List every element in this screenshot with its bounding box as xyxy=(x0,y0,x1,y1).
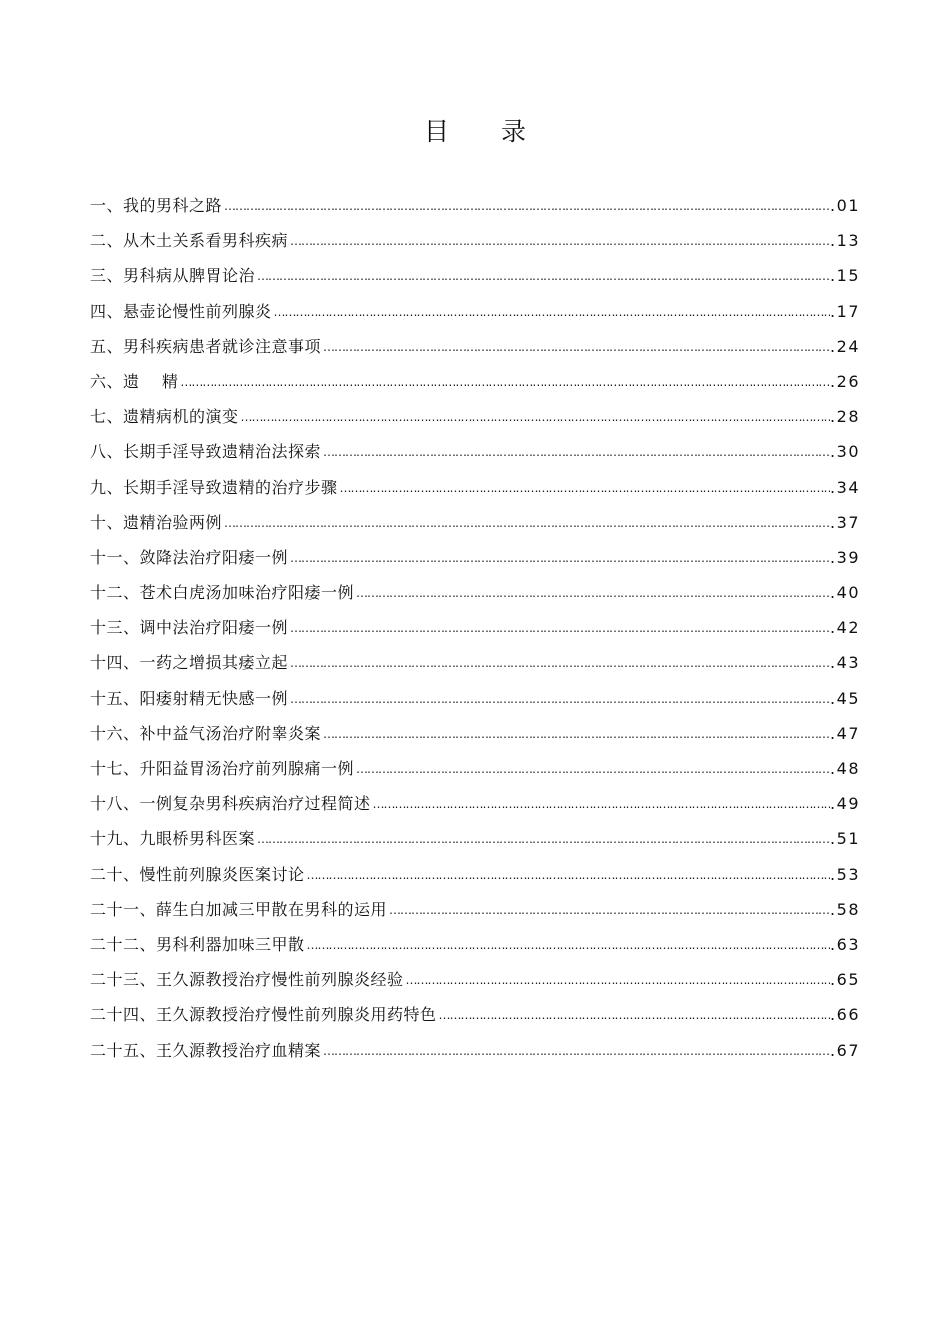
toc-entry-title: 十九、九眼桥男科医案 xyxy=(90,829,256,849)
dot-leader xyxy=(290,645,830,680)
toc-entry-page: .40 xyxy=(830,583,860,603)
toc-entry[interactable] xyxy=(90,188,860,223)
dot-leader xyxy=(389,892,830,927)
toc-entry-page: .24 xyxy=(830,336,860,356)
toc-entry[interactable] xyxy=(90,786,860,821)
dot-leader xyxy=(323,1033,830,1068)
toc-entry-title: 十五、阳痿射精无快感一例 xyxy=(90,688,289,708)
dot-leader xyxy=(439,997,831,1032)
dot-leader xyxy=(290,610,830,645)
toc-entry[interactable] xyxy=(90,751,860,786)
dot-leader xyxy=(290,681,830,716)
toc-entry-title: 二、从木土关系看男科疾病 xyxy=(90,231,289,251)
toc-entry-title: 十一、敛降法治疗阳痿一例 xyxy=(90,547,289,567)
dot-leader xyxy=(257,258,830,293)
toc-entry[interactable] xyxy=(90,258,860,293)
toc-entry-page: .34 xyxy=(830,477,860,497)
toc-entry-title: 十六、补中益气汤治疗附睾炎案 xyxy=(90,723,322,743)
toc-entry-title: 七、遗精病机的演变 xyxy=(90,407,239,427)
toc-entry[interactable] xyxy=(90,540,860,575)
toc-entry-title: 二十、慢性前列腺炎医案讨论 xyxy=(90,864,305,884)
dot-leader xyxy=(323,434,830,469)
dot-leader xyxy=(180,364,830,399)
toc-entry[interactable] xyxy=(90,610,860,645)
toc-entry[interactable] xyxy=(90,575,860,610)
dot-leader xyxy=(290,223,830,258)
toc-entry-page: .63 xyxy=(830,934,860,954)
toc-entry-title: 八、长期手淫导致遗精治法探索 xyxy=(90,442,322,462)
toc-entry[interactable] xyxy=(90,716,860,751)
dot-leader xyxy=(307,927,831,962)
toc-entry-page: .66 xyxy=(830,1005,860,1025)
toc-entry[interactable] xyxy=(90,927,860,962)
toc-entry-title: 一、我的男科之路 xyxy=(90,196,223,215)
dot-leader xyxy=(356,575,830,610)
toc-entry-title: 十二、苍术白虎汤加味治疗阳痿一例 xyxy=(90,583,355,603)
toc-title: 目 录 xyxy=(424,117,548,146)
dot-leader xyxy=(307,857,831,892)
toc-entry[interactable] xyxy=(90,892,860,927)
toc-entry[interactable] xyxy=(90,329,860,364)
toc-entry-title: 二十五、王久源教授治疗血精案 xyxy=(90,1040,322,1060)
table-of-contents xyxy=(90,188,860,1068)
dot-leader xyxy=(356,751,830,786)
toc-entry[interactable] xyxy=(90,962,860,997)
toc-entry[interactable] xyxy=(90,434,860,469)
dot-leader xyxy=(274,294,831,329)
toc-entry-page: .39 xyxy=(830,547,860,567)
toc-entry-page: .45 xyxy=(830,688,860,708)
toc-entry[interactable] xyxy=(90,821,860,856)
toc-entry-title: 十、遗精治验两例 xyxy=(90,512,223,532)
toc-entry-page: .30 xyxy=(830,442,860,462)
dot-leader xyxy=(323,329,830,364)
toc-entry-title: 三、男科病从脾胃论治 xyxy=(90,266,256,286)
toc-entry-page: .53 xyxy=(830,864,860,884)
toc-entry-page: .13 xyxy=(830,231,860,251)
dot-leader xyxy=(290,540,830,575)
dot-leader xyxy=(257,821,830,856)
dot-leader xyxy=(224,505,830,540)
toc-entry-title: 二十四、王久源教授治疗慢性前列腺炎用药特色 xyxy=(90,1005,437,1025)
toc-entry-title: 十四、一药之增损其痿立起 xyxy=(90,653,289,673)
toc-entry[interactable] xyxy=(90,1033,860,1068)
toc-entry-title: 四、悬壶论慢性前列腺炎 xyxy=(90,301,272,321)
toc-entry-title: 五、男科疾病患者就诊注意事项 xyxy=(90,336,322,356)
toc-entry[interactable] xyxy=(90,645,860,680)
dot-leader xyxy=(323,716,830,751)
toc-entry-page: .49 xyxy=(830,794,860,814)
toc-entry[interactable] xyxy=(90,470,860,505)
toc-entry-title: 十三、调中法治疗阳痿一例 xyxy=(90,618,289,638)
toc-entry-page: .43 xyxy=(830,653,860,673)
toc-entry[interactable] xyxy=(90,505,860,540)
toc-entry-page: .28 xyxy=(830,407,860,427)
toc-entry-page: .51 xyxy=(830,829,860,849)
dot-leader xyxy=(406,962,831,997)
toc-entry-page: .65 xyxy=(830,970,860,990)
toc-entry-page: .15 xyxy=(830,266,860,286)
toc-entry-page: .42 xyxy=(830,618,860,638)
toc-entry[interactable] xyxy=(90,997,860,1032)
toc-entry-page: .17 xyxy=(830,301,860,321)
toc-entry-title: 二十三、王久源教授治疗慢性前列腺炎经验 xyxy=(90,970,404,990)
toc-entry-page: .58 xyxy=(830,899,860,919)
toc-entry-page: .67 xyxy=(830,1040,860,1060)
toc-entry-page: .48 xyxy=(830,759,860,778)
toc-entry-page: .37 xyxy=(830,512,860,532)
toc-entry[interactable] xyxy=(90,294,860,329)
toc-entry[interactable] xyxy=(90,857,860,892)
toc-entry-title: 十七、升阳益胃汤治疗前列腺痛一例 xyxy=(90,759,355,778)
toc-entry-title: 六、遗 精 xyxy=(90,371,179,391)
toc-entry-title: 二十二、男科利器加味三甲散 xyxy=(90,934,305,954)
toc-entry-page: .01 xyxy=(830,196,860,215)
toc-entry-title: 九、长期手淫导致遗精的治疗步骤 xyxy=(90,477,338,497)
toc-entry-page: .26 xyxy=(830,371,860,391)
toc-entry[interactable] xyxy=(90,399,860,434)
dot-leader xyxy=(224,188,830,223)
toc-entry-title: 十八、一例复杂男科疾病治疗过程简述 xyxy=(90,794,371,814)
toc-entry[interactable] xyxy=(90,364,860,399)
toc-entry-title: 二十一、薛生白加减三甲散在男科的运用 xyxy=(90,899,388,919)
dot-leader xyxy=(373,786,831,821)
toc-entry[interactable] xyxy=(90,681,860,716)
toc-entry[interactable] xyxy=(90,223,860,258)
toc-entry-page: .47 xyxy=(830,723,860,743)
dot-leader xyxy=(241,399,831,434)
dot-leader xyxy=(340,470,831,505)
